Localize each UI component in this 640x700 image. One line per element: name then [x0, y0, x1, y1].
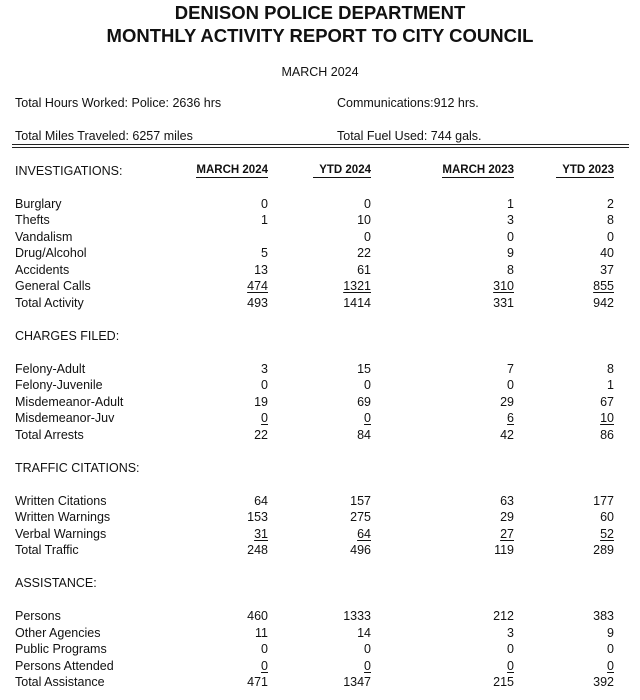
row-value: 8	[607, 361, 614, 376]
table-row	[0, 526, 640, 543]
table-row	[0, 278, 640, 295]
row-value: 27	[500, 526, 514, 541]
row-value: 29	[500, 394, 514, 409]
table-row	[0, 641, 640, 658]
row-value: 331	[493, 295, 514, 310]
row-value: 942	[593, 295, 614, 310]
row-value: 1333	[343, 609, 371, 624]
row-value: 14	[357, 625, 371, 640]
row-value: 42	[500, 427, 514, 442]
row-value: 471	[247, 675, 268, 690]
row-value: 0	[607, 642, 614, 657]
row-value: 13	[254, 262, 268, 277]
section-header	[0, 575, 640, 592]
row-value: 474	[247, 279, 268, 294]
row-value: 153	[247, 510, 268, 525]
section-title: ASSISTANCE:	[15, 576, 97, 591]
row-value: 60	[600, 510, 614, 525]
row-value: 8	[507, 262, 514, 277]
table-row	[0, 361, 640, 378]
divider	[12, 144, 629, 145]
section-header	[0, 163, 640, 180]
report-period: MARCH 2024	[281, 65, 359, 79]
table-row	[0, 427, 640, 444]
row-value: 1	[607, 378, 614, 393]
row-value: 460	[247, 609, 268, 624]
row-value: 248	[247, 543, 268, 558]
row-value: 0	[507, 658, 514, 673]
row-value: 1414	[343, 295, 371, 310]
row-value: 10	[600, 411, 614, 426]
row-label: Verbal Warnings	[15, 526, 107, 541]
row-value: 31	[254, 526, 268, 541]
row-value: 67	[600, 394, 614, 409]
row-value: 9	[507, 246, 514, 261]
report-title: MONTHLY ACTIVITY REPORT TO CITY COUNCIL	[106, 25, 534, 46]
row-value: 212	[493, 609, 514, 624]
row-label: Accidents	[15, 262, 70, 277]
spacer	[0, 344, 640, 361]
row-value: 383	[593, 609, 614, 624]
row-value: 19	[254, 394, 268, 409]
row-value: 29	[500, 510, 514, 525]
table-row	[0, 410, 640, 427]
row-value: 84	[357, 427, 371, 442]
report-title-department: DENISON POLICE DEPARTMENT	[174, 2, 466, 23]
row-value: 289	[593, 543, 614, 558]
table-row	[0, 542, 640, 559]
table-row	[0, 674, 640, 691]
row-value: 15	[357, 361, 371, 376]
row-value: 0	[364, 196, 371, 211]
column-header: MARCH 2023	[442, 163, 514, 176]
row-value: 0	[261, 642, 268, 657]
row-value: 3	[507, 625, 514, 640]
row-value: 0	[507, 378, 514, 393]
row-label: General Calls	[15, 279, 91, 294]
row-label: Written Citations	[15, 493, 107, 508]
row-label: Public Programs	[15, 642, 107, 657]
table-row	[0, 377, 640, 394]
row-label: Written Warnings	[15, 510, 111, 525]
row-value: 1	[507, 196, 514, 211]
row-value: 22	[254, 427, 268, 442]
row-value: 10	[357, 213, 371, 228]
row-value: 69	[357, 394, 371, 409]
table-row	[0, 229, 640, 246]
spacer	[0, 443, 640, 460]
row-label: Felony-Adult	[15, 361, 86, 376]
row-value: 0	[261, 411, 268, 426]
row-value: 64	[357, 526, 371, 541]
table-row	[0, 262, 640, 279]
section-title: CHARGES FILED:	[15, 328, 120, 343]
section-header	[0, 460, 640, 477]
row-label: Misdemeanor-Juv	[15, 411, 115, 426]
row-value: 0	[364, 411, 371, 426]
row-value: 310	[493, 279, 514, 294]
row-value: 496	[350, 543, 371, 558]
row-label: Felony-Juvenile	[15, 378, 103, 393]
section-title: TRAFFIC CITATIONS:	[15, 460, 140, 475]
hours-communications: Communications:912 hrs.	[337, 96, 479, 110]
row-label: Total Activity	[15, 295, 84, 310]
fuel-used: Total Fuel Used: 744 gals.	[337, 129, 482, 143]
row-value: 275	[350, 510, 371, 525]
row-value: 86	[600, 427, 614, 442]
hours-worked-police: Total Hours Worked: Police: 2636 hrs	[15, 96, 222, 110]
table-row	[0, 212, 640, 229]
spacer	[0, 592, 640, 609]
row-value: 37	[600, 262, 614, 277]
row-value: 52	[600, 526, 614, 541]
row-value: 215	[493, 675, 514, 690]
row-value: 493	[247, 295, 268, 310]
row-value: 0	[261, 378, 268, 393]
row-value: 177	[593, 493, 614, 508]
row-value: 63	[500, 493, 514, 508]
row-value: 3	[261, 361, 268, 376]
row-value: 3	[507, 213, 514, 228]
row-label: Misdemeanor-Adult	[15, 394, 124, 409]
row-value: 40	[600, 246, 614, 261]
spacer	[0, 559, 640, 576]
row-label: Drug/Alcohol	[15, 246, 87, 261]
table-row	[0, 509, 640, 526]
column-header: YTD 2024	[313, 164, 371, 178]
row-value: 2	[607, 196, 614, 211]
table-row	[0, 608, 640, 625]
row-value: 0	[364, 642, 371, 657]
activity-report-table	[0, 163, 640, 691]
section-title: INVESTIGATIONS:	[15, 163, 123, 178]
spacer	[0, 476, 640, 493]
row-value: 0	[364, 658, 371, 673]
spacer	[0, 179, 640, 196]
row-value: 11	[255, 625, 268, 640]
spacer	[0, 311, 640, 328]
column-header: MARCH 2024	[196, 163, 268, 176]
row-value: 157	[350, 493, 371, 508]
divider	[12, 147, 629, 148]
row-value: 1321	[343, 279, 371, 294]
row-label: Total Traffic	[15, 543, 79, 558]
row-label: Thefts	[15, 213, 50, 228]
section-header	[0, 328, 640, 345]
table-row	[0, 245, 640, 262]
row-value: 5	[261, 246, 268, 261]
table-row	[0, 295, 640, 312]
row-value: 64	[254, 493, 268, 508]
row-value: 1	[261, 213, 268, 228]
row-value: 392	[593, 675, 614, 690]
row-value: 6	[507, 411, 514, 426]
table-row	[0, 196, 640, 213]
column-header: YTD 2023	[556, 164, 614, 178]
row-value: 0	[507, 642, 514, 657]
row-label: Persons	[15, 609, 61, 624]
row-value: 0	[261, 196, 268, 211]
row-label: Other Agencies	[15, 625, 101, 640]
row-value: 0	[261, 658, 268, 673]
row-value: 9	[607, 625, 614, 640]
table-row	[0, 394, 640, 411]
row-value: 1347	[343, 675, 371, 690]
row-value: 8	[607, 213, 614, 228]
row-value: 0	[507, 229, 514, 244]
row-value: 119	[494, 543, 514, 558]
miles-traveled: Total Miles Traveled: 6257 miles	[15, 129, 193, 143]
row-value: 0	[607, 658, 614, 673]
table-row	[0, 493, 640, 510]
row-value: 0	[607, 229, 614, 244]
row-value: 855	[593, 279, 614, 294]
row-label: Burglary	[15, 196, 62, 211]
row-value: 7	[507, 361, 514, 376]
row-label: Vandalism	[15, 229, 73, 244]
row-label: Persons Attended	[15, 658, 114, 673]
row-value: 22	[357, 246, 371, 261]
row-value: 0	[364, 229, 371, 244]
table-row	[0, 658, 640, 675]
table-row	[0, 625, 640, 642]
row-label: Total Arrests	[15, 427, 84, 442]
row-value: 61	[357, 262, 371, 277]
row-value: 0	[364, 378, 371, 393]
row-label: Total Assistance	[15, 675, 105, 690]
